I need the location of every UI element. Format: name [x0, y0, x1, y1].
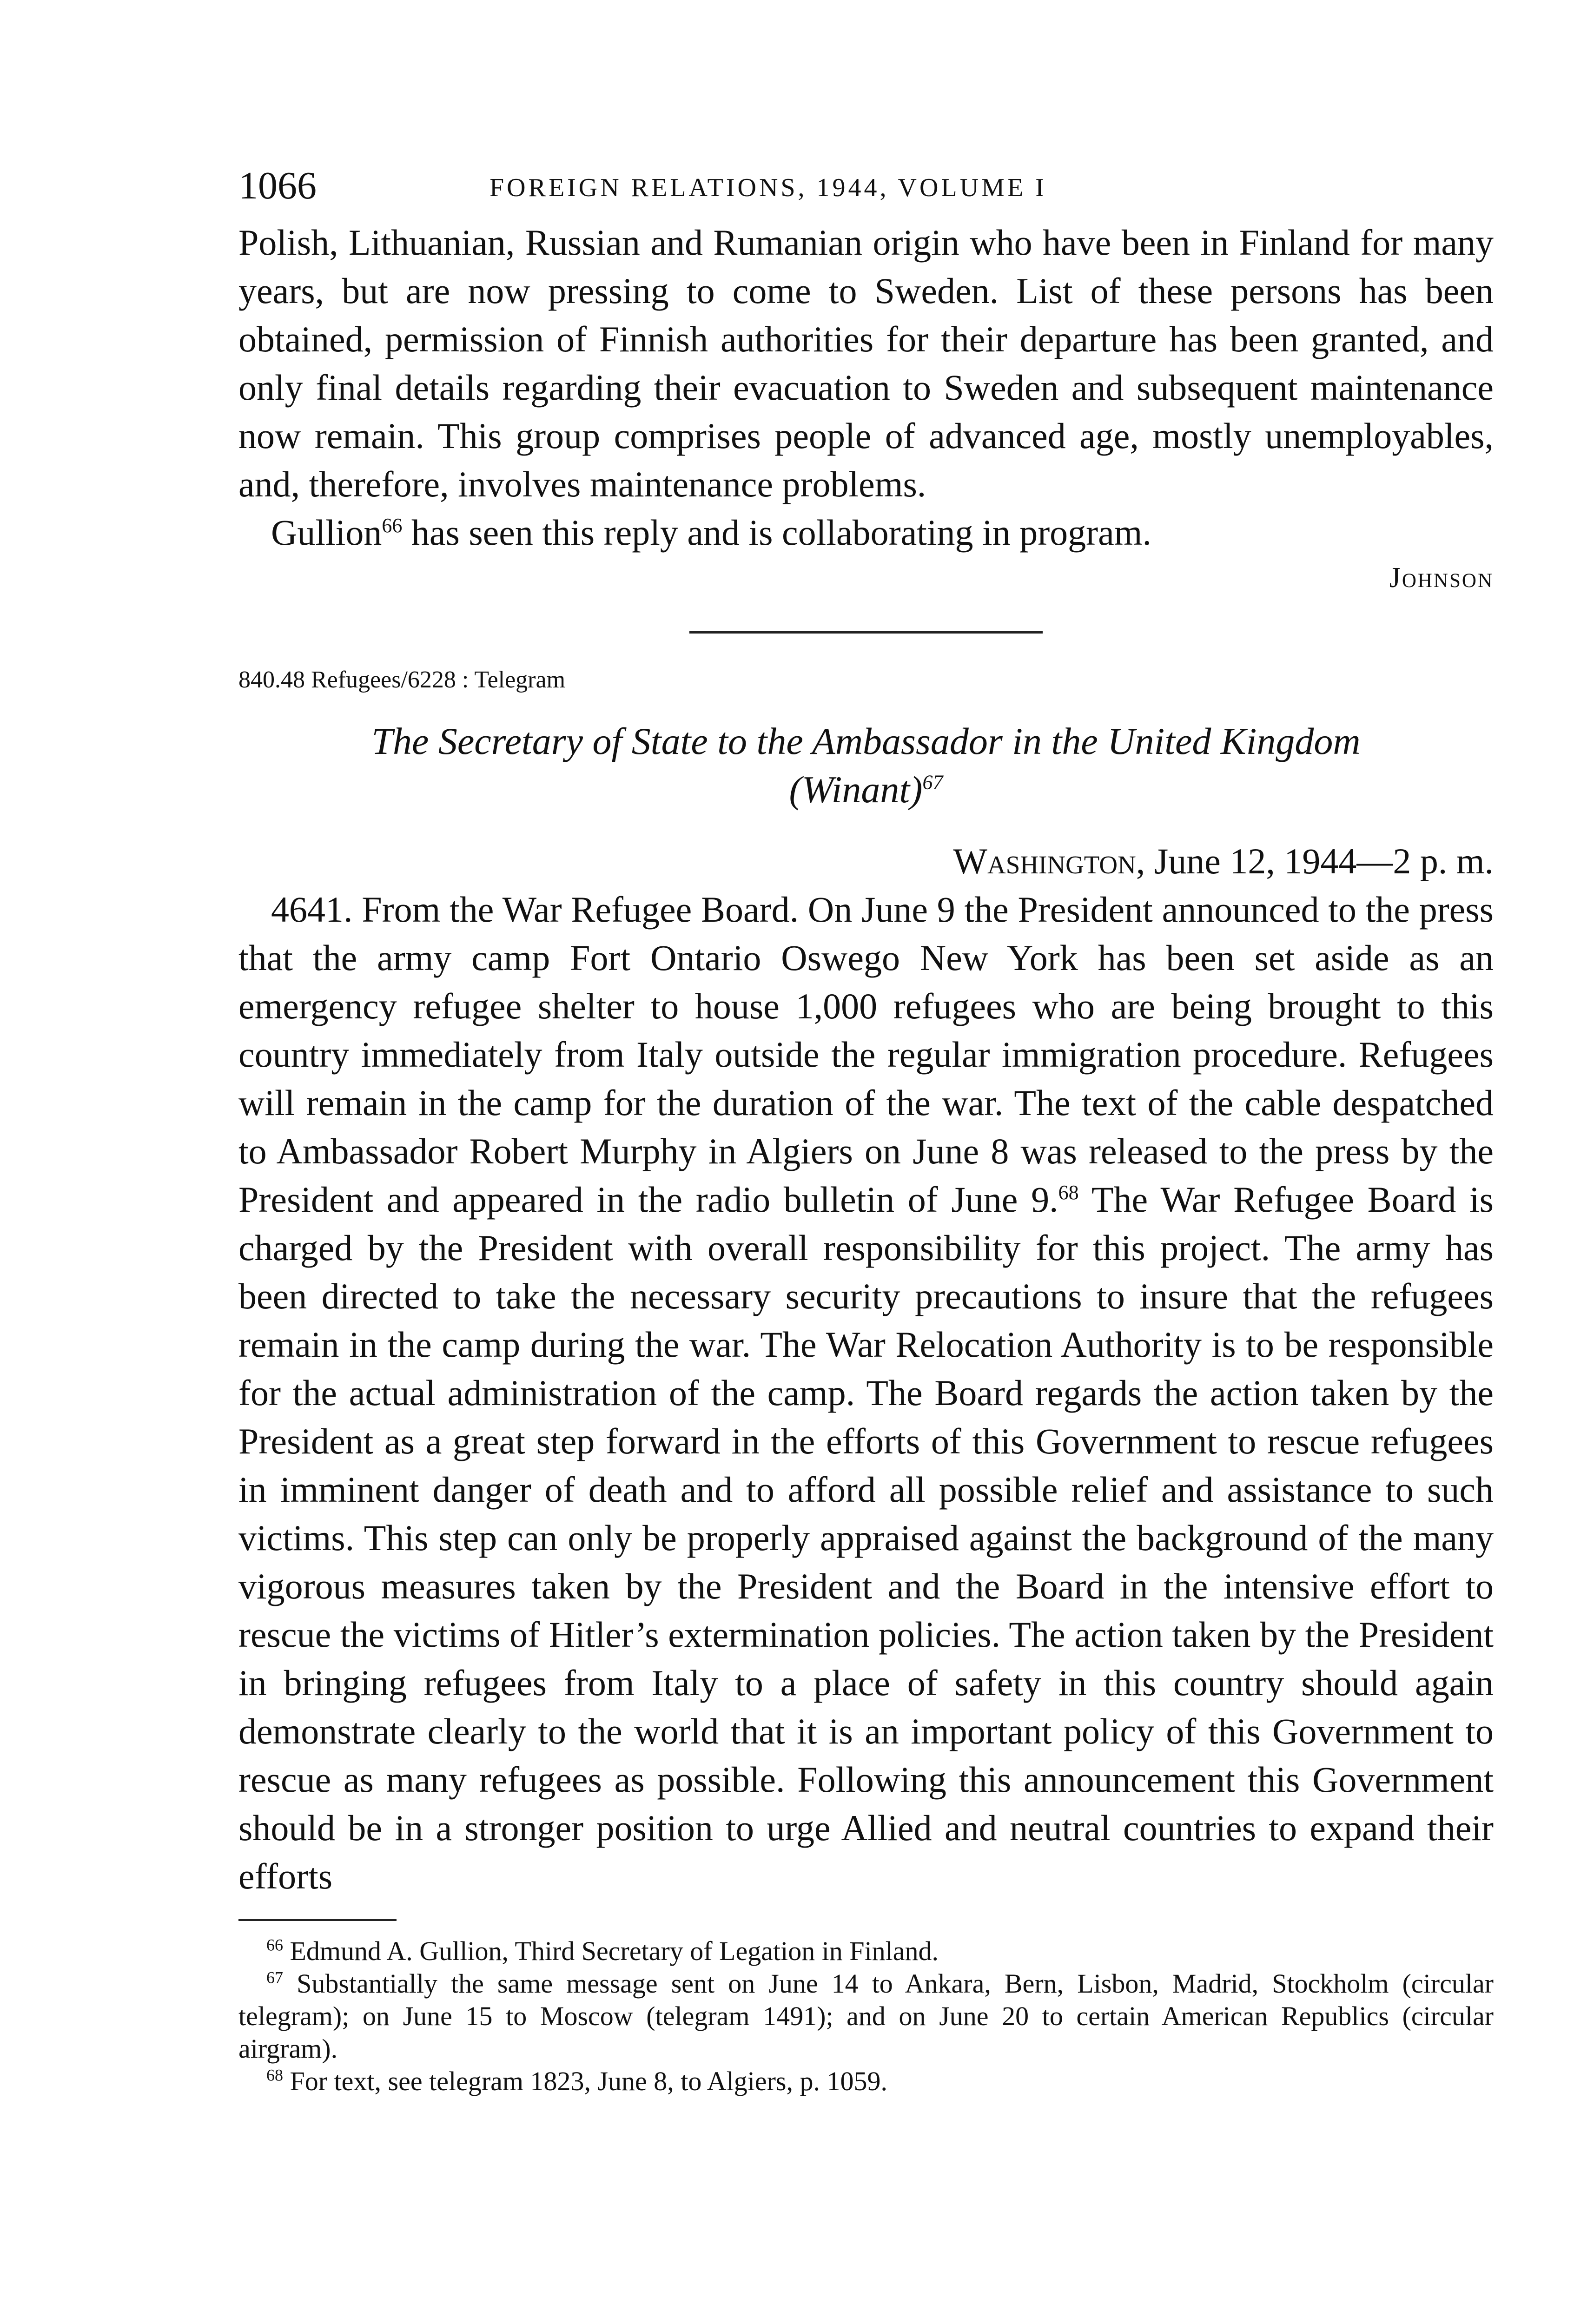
running-head: FOREIGN RELATIONS, 1944, VOLUME I: [489, 173, 1047, 202]
footnote-66: [238, 1935, 1494, 1967]
footnote-divider: [238, 1919, 397, 1921]
telegram-body: [238, 885, 1494, 1901]
footnote-text: For text, see telegram 1823, June 8, to Algiers, p. 1059.: [290, 2066, 887, 2096]
document-title-line-1: The Secretary of State to the Ambassador in the United Kingdom: [371, 720, 1361, 762]
dateline-place: Washington,: [953, 841, 1145, 881]
recipient-name: (Winant): [789, 768, 923, 811]
footnote-ref-68: 68: [1058, 1181, 1079, 1204]
footnote-67: [238, 1967, 1494, 2065]
document-title-line-2: [238, 766, 1494, 814]
page-header: [238, 163, 1494, 218]
dateline-date: June 12, 1944—2 p. m.: [1145, 841, 1494, 881]
file-reference: 840.48 Refugees/6228 : Telegram: [238, 667, 566, 693]
page: [238, 163, 1494, 2098]
footnote-number: 68: [266, 2066, 283, 2085]
footnote-ref-66: 66: [382, 514, 403, 537]
gullion-text-rest: has seen this reply and is collaborating in program.: [402, 512, 1151, 553]
footnote-ref-67: 67: [922, 771, 943, 794]
telegram-body-part-2: The War Refugee Board is charged by the President with overall responsibility for this project. The army has been directed to take the necessary security precautions to insure that the refugees remain in the camp during the war. The War Relocation Authority is to be responsible for the actual administration of the camp. The Board regards the action taken by the President as a great step forward in the efforts of this Government to rescue refugees in imminent danger of death and to afford all possible relief and assistance to such victims. This step can only be properly appraised against the background of the many vigorous measures taken by the President and the Board in the intensive effort to rescue the victims of Hitler’s extermination policies. The action taken by the President in bringing refugees from Italy to a place of safety in this country should again demonstrate clearly to the world that it is an important policy of this Government to rescue as many refugees as possible. Following this announcement this Government should be in a stronger position to urge Allied and neutral countries to expand their efforts: [238, 1179, 1494, 1896]
footnote-68: [238, 2065, 1494, 2098]
section-divider: [689, 631, 1043, 634]
document-title: [238, 717, 1494, 814]
gullion-text: Gullion: [271, 512, 382, 553]
footnote-text: Substantially the same message sent on June 14 to Ankara, Bern, Lisbon, Madrid, Stockholm (circular telegram); on June 15 to Moscow (telegram 1491); and on June 20 to certain American Republics (circular airgram).: [238, 1968, 1494, 2064]
page-number: 1066: [238, 164, 317, 207]
continuation-paragraph: Polish, Lithuanian, Russian and Rumanian origin who have been in Finland for many years, but are now pressing to come to Sweden. List of these persons has been obtained, permission of Finnish authorities for their departure has been granted, and only final details regarding their evacuation to Sweden and subsequent maintenance now remain. This group comprises people of advanced age, mostly unemployables, and, therefore, involves maintenance problems.: [238, 222, 1494, 504]
footnote-text: Edmund A. Gullion, Third Secretary of Legation in Finland.: [290, 1936, 939, 1966]
continuation-paragraph-gullion: [238, 508, 1494, 557]
telegram-body-part-1: 4641. From the War Refugee Board. On June 9 the President announced to the press that the army camp Fort Ontario Oswego New York has been set aside as an emergency refugee shelter to house 1,000 refugees who are being brought to this country immediately from Italy outside the regular immigration procedure. Refugees will remain in the camp for the duration of the war. The text of the cable despatched to Ambassador Robert Murphy in Algiers on June 8 was released to the press by the President and appeared in the radio bulletin of June 9.: [238, 889, 1494, 1220]
dateline: [238, 837, 1494, 885]
footnote-number: 67: [266, 1968, 283, 1987]
footnote-number: 66: [266, 1935, 283, 1954]
signature: Johnson: [1389, 562, 1494, 594]
